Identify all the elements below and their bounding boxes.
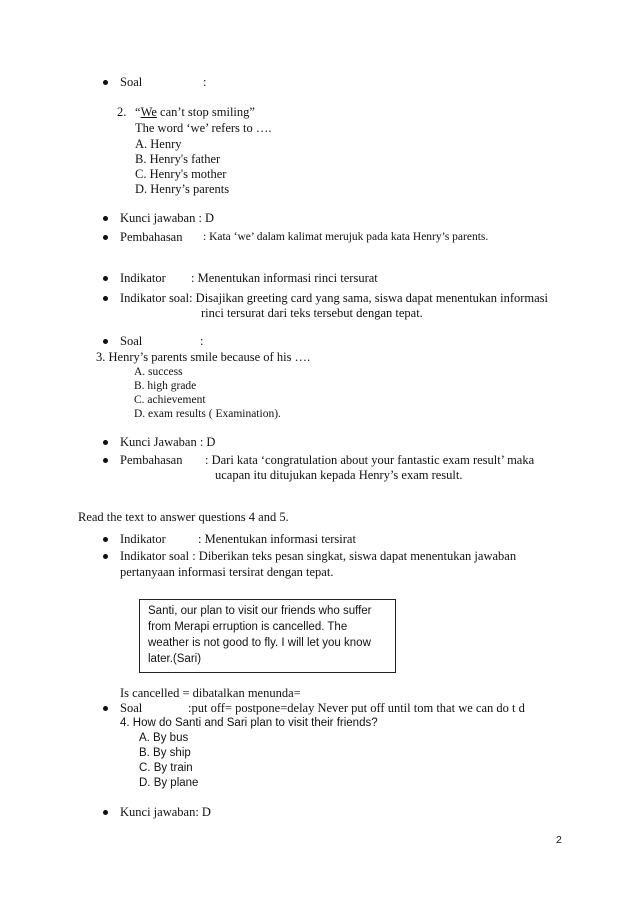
option-a: A. success [134, 366, 183, 378]
question-text: 4. How do Santi and Sari plan to visit their friends? [120, 717, 378, 729]
option-c: C. achievement [134, 394, 206, 406]
bullet-icon [103, 706, 108, 711]
explanation-text-cont: ucapan itu ditujukan kepada Henry’s exam result. [215, 468, 463, 482]
answer-key: Kunci Jawaban : D [120, 435, 216, 449]
soal-label: Soal [120, 75, 143, 89]
question-quote: “We can’t stop smiling” [135, 105, 255, 119]
option-b: B. By ship [139, 747, 191, 759]
question-number: 2. [117, 105, 127, 119]
page-number: 2 [556, 834, 562, 846]
question-indicator: Indikator soal: Disajikan greeting card yang sama, siswa dapat menentukan informasi [120, 291, 548, 305]
question-text: 3. Henry’s parents smile because of his …. [96, 350, 311, 364]
bullet-icon [103, 537, 108, 542]
bullet-icon [103, 339, 108, 344]
question-indicator-cont: pertanyaan informasi tersirat dengan tepat. [120, 565, 334, 579]
soal-colon: : [200, 334, 204, 348]
indicator-text: : Menentukan informasi rinci tersurat [191, 271, 378, 285]
bullet-icon [103, 80, 108, 85]
soal-label: Soal [120, 701, 143, 715]
soal-label: Soal [120, 334, 143, 348]
explanation-text: : Dari kata ‘congratulation about your fantastic exam result’ maka [205, 453, 535, 467]
question-indicator: Indikator soal : Diberikan teks pesan singkat, siswa dapat menentukan jawaban [120, 549, 517, 563]
indicator-text: : Menentukan informasi tersirat [198, 532, 356, 546]
explanation-text: : Kata ‘we’ dalam kalimat merujuk pada kata Henry’s parents. [203, 231, 489, 243]
message-line: later.(Sari) [148, 653, 202, 665]
explanation-label: Pembahasan [120, 230, 183, 244]
read-instruction: Read the text to answer questions 4 and 5. [78, 510, 289, 524]
option-d: D. Henry’s parents [135, 182, 230, 196]
message-line: from Merapi erruption is cancelled. The [148, 621, 348, 633]
bullet-icon [103, 216, 108, 221]
message-line: Santi, our plan to visit our friends who suffer [148, 605, 372, 617]
bullet-icon [103, 810, 108, 815]
option-d: D. exam results ( Examination). [134, 408, 281, 420]
option-d: D. By plane [139, 777, 199, 789]
option-a: A. By bus [139, 732, 189, 744]
option-c: C. Henry's mother [135, 167, 227, 181]
soal-colon: : [203, 75, 207, 89]
vocab-note: Is cancelled = dibatalkan menunda= [120, 686, 301, 700]
option-a: A. Henry [135, 137, 182, 151]
soal-text: :put off= postpone=delay Never put off until tom that we can do t d [188, 701, 525, 715]
bullet-icon [103, 296, 108, 301]
option-b: B. Henry's father [135, 152, 221, 166]
explanation-label: Pembahasan [120, 453, 183, 467]
bullet-icon [103, 235, 108, 240]
message-box [139, 599, 396, 673]
message-line: weather is not good to fly. I will let you know [148, 637, 371, 649]
option-c: C. By train [139, 762, 193, 774]
answer-key: Kunci jawaban : D [120, 211, 215, 225]
bullet-icon [103, 458, 108, 463]
question-stem: The word ‘we’ refers to …. [135, 121, 272, 135]
indicator-label: Indikator [120, 532, 166, 546]
bullet-icon [103, 554, 108, 559]
indicator-label: Indikator [120, 271, 166, 285]
question-indicator-cont: rinci tersurat dari teks tersebut dengan tepat. [201, 306, 423, 320]
bullet-icon [103, 276, 108, 281]
bullet-icon [103, 440, 108, 445]
answer-key: Kunci jawaban: D [120, 805, 211, 819]
option-b: B. high grade [134, 380, 197, 392]
